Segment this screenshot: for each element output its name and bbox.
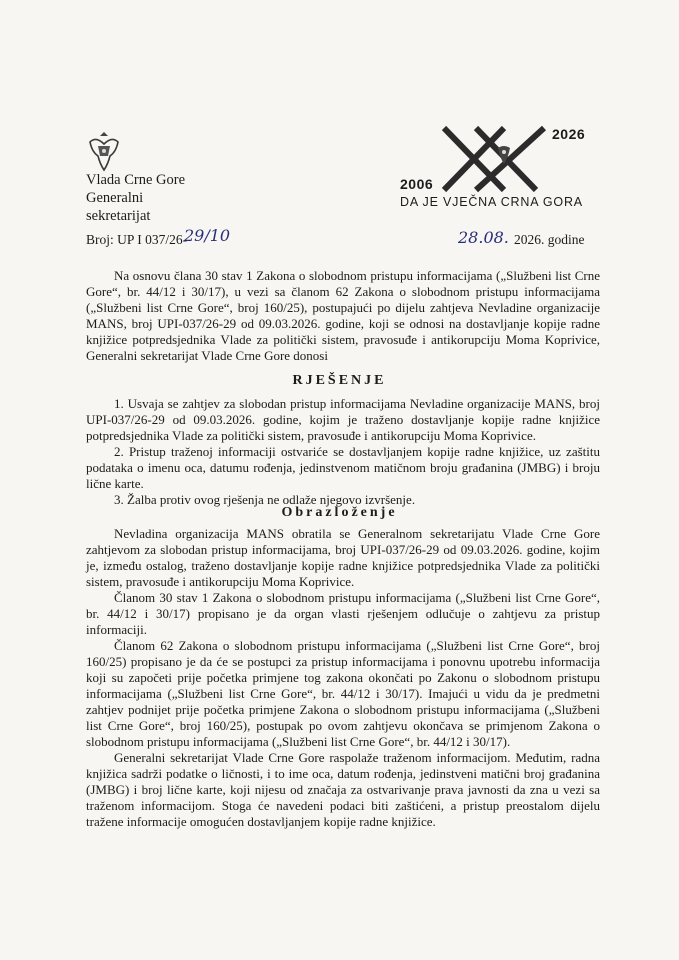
eagle-coat-of-arms-icon xyxy=(84,128,124,174)
logo-year-left: 2006 xyxy=(400,176,434,192)
intro-paragraph: Na osnovu člana 30 stav 1 Zakona o slobodnom pristupu informacijama („Službeni list Crne Gore“, br. 44/12 i 30/17), u vezi sa članom 62 Zakona o slobodnom pristupu informacijama („Službeni list Crne Gore“, broj 160/25), postupajući po dijelu zahtjeva Nevladine organizacije MANS, broj UPI-037/26-29 od 09.03.2026. godine, koji se odnosi na dostavljanje kopije radne knjižice potpredsjednika Vlade za politički sistem, pravosuđe i antikorupciju Moma Koprivice, Generalni sekretarijat Vlade Crne Gore donosi xyxy=(86,268,600,363)
obrazlozenje-paragraph: Članom 62 Zakona o slobodnom pristupu informacijama („Službeni list Crne Gore“, broj 160/25) propisano je da će se postupci za pristup informacijama i ponovnu upotrebu informacija koji su započeti prije početka primjene tog zakona okončati po Zakonu o slobodnom pristupu informacijama („Službeni list Crne Gore“, br. 44/12 i 30/17). Imajući u vidu da je predmetni zahtjev podnijet prije početka primjene Zakona o slobodnom pristupu informacijama („Službeni list Crne Gore“, broj 160/25), postupak po ovom zahtjevu okončava se primjenom Zakona o slobodnom pristupu informacijama („Službeni list Crne Gore“, br. 44/12 i 30/17). xyxy=(86,638,600,749)
printed-date: 2026. godine xyxy=(514,232,585,247)
org-line-3: sekretarijat xyxy=(86,208,151,224)
handwritten-date: 28.08. xyxy=(458,228,509,247)
org-line-2: Generalni xyxy=(86,190,144,206)
obrazlozenje-paragraph: Članom 30 stav 1 Zakona o slobodnom pristupu informacijama („Službeni list Crne Gore“, br. 44/12 i 30/17) propisano je da organ vlasti rješenjem odlučuje o zahtjevu za pristup informaciji. xyxy=(86,590,600,637)
reference-label: Broj: UP I 037/26- xyxy=(86,232,188,247)
handwritten-reference-number: 29/10 xyxy=(184,226,231,245)
logo-motto: DA JE VJEČNA CRNA GORA xyxy=(400,195,583,209)
resenje-item: 1. Usvaja se zahtjev za slobodan pristup informacijama Nevladine organizacije MANS, broj UPI-037/26-29 od 09.03.2026. godine, kojim je traženo dostavljanje kopije radne knjižice potpredsjednika Vlade za politički sistem, pravosuđe i antikorupciju Moma Koprivice. xyxy=(86,396,600,443)
resenje-heading: RJEŠENJE xyxy=(292,373,387,388)
organization-name xyxy=(86,171,185,225)
resenje-item: 2. Pristup traženoj informaciji ostvariće se dostavljanjem kopije radne knjižice, uz zaštitu podataka o imenu oca, datumu rođenja, jedinstvenom matičnom broju građanina (JMBG) i broju lične karte. xyxy=(86,444,600,491)
obrazlozenje-heading: Obrazloženje xyxy=(281,505,398,520)
logo-year-right: 2026 xyxy=(552,126,586,142)
org-line-1: Vlada Crne Gore xyxy=(86,172,186,188)
obrazlozenje-paragraph: Nevladina organizacija MANS obratila se Generalnom sekretarijatu Vlade Crne Gore zahtjevom za slobodan pristup informacijama, broj UPI-037/26-29 od 09.03.2026. godine, kojim je, između ostalog, traženo dostavljanje kopije radne knjižice potpredsjednika Vlade za politički sistem, pravosuđe i antikorupciju Moma Koprivice. xyxy=(86,526,600,589)
obrazlozenje-section xyxy=(86,526,600,830)
obrazlozenje-paragraph: Generalni sekretarijat Vlade Crne Gore raspolaže traženom informacijom. Međutim, radna knjižica sadrži podatke o ličnosti, i to ime oca, datum rođenja, jedinstveni matični broj građanina (JMBG) i broj lične karte, koji nijesu od značaja za ostvarivanje prava javnosti da zna u vezi sa traženom informacijom. Stoga će navedeni podaci biti zaštićeni, a pristup preostalom dijelu tražene informacije omogućen dostavljanjem kopije radne knjižice. xyxy=(86,750,600,829)
resenje-item: 3. Žalba protiv ovog rješenja ne odlaže njegovo izvršenje. xyxy=(114,492,416,507)
resenje-section xyxy=(86,396,600,508)
